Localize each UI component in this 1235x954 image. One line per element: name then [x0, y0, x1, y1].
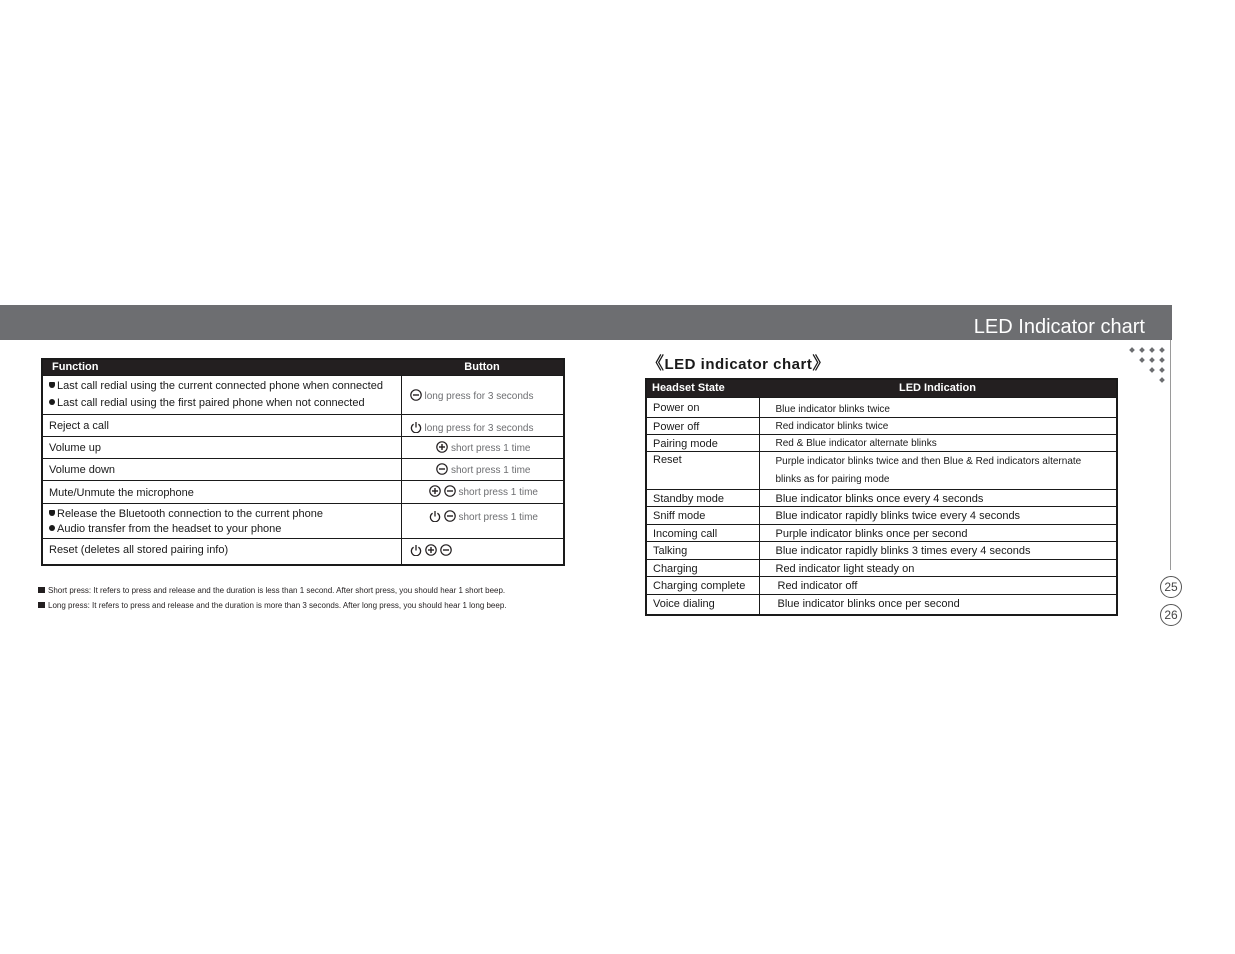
button-action: short press 1 time — [458, 512, 538, 523]
button-column-header: Button — [401, 359, 564, 376]
function-line: Audio transfer from the headset to your phone — [49, 522, 395, 537]
table-row — [646, 542, 1117, 560]
minus-icon — [436, 463, 448, 475]
minus-icon — [440, 544, 452, 556]
button-action: short press 1 time — [451, 465, 531, 476]
indication-cell: Blue indicator rapidly blinks 3 times every 4 seconds — [759, 542, 1117, 560]
state-cell: Charging complete — [646, 577, 759, 595]
short-press-note: Short press: It refers to press and release and the duration is less than 1 second. After short press, you should hear 1 short beep. — [38, 583, 507, 598]
bullet-icon — [49, 510, 55, 516]
function-cell — [42, 376, 401, 415]
indication-cell: Blue indicator blinks once every 4 seconds — [759, 490, 1117, 507]
header-banner — [0, 305, 1172, 340]
power-icon — [410, 544, 422, 556]
led-indicator-table — [645, 378, 1118, 616]
indication-cell: Purple indicator blinks once per second — [759, 525, 1117, 542]
table-row — [646, 490, 1117, 507]
state-cell: Sniff mode — [646, 507, 759, 525]
state-cell: Standby mode — [646, 490, 759, 507]
decorative-dots — [1126, 345, 1170, 387]
function-column-header: Function — [42, 359, 401, 376]
state-cell: Incoming call — [646, 525, 759, 542]
table-row — [42, 459, 564, 481]
note-bullet-icon — [38, 602, 45, 608]
long-press-note: Long press: It refers to press and release and the duration is more than 3 seconds. After long press, you should hear 1 long beep. — [38, 598, 507, 613]
minus-icon — [410, 389, 422, 401]
button-cell — [401, 481, 564, 504]
function-line: Last call redial using the first paired phone when not connected — [49, 396, 395, 411]
page-number-26: 26 — [1160, 604, 1182, 626]
right-bracket: 》 — [812, 354, 830, 373]
plus-icon — [429, 485, 441, 497]
button-action: short press 1 time — [451, 443, 531, 454]
page-number-25: 25 — [1160, 576, 1182, 598]
function-cell: Mute/Unmute the microphone — [42, 481, 401, 504]
table-row — [646, 560, 1117, 577]
function-cell: Reset (deletes all stored pairing info) — [42, 539, 401, 565]
state-cell: Power off — [646, 418, 759, 435]
headset-state-column-header: Headset State — [646, 379, 759, 398]
power-icon — [429, 510, 441, 522]
table-row — [42, 415, 564, 437]
indication-cell: Red indicator blinks twice — [759, 418, 1117, 435]
table-row — [646, 507, 1117, 525]
bullet-icon — [49, 399, 55, 405]
function-cell: Reject a call — [42, 415, 401, 437]
state-cell: Reset — [646, 452, 759, 490]
note-bullet-icon — [38, 587, 45, 593]
plus-icon — [425, 544, 437, 556]
function-button-table — [41, 358, 565, 566]
indication-line: blinks as for pairing mode — [775, 474, 890, 485]
left-bracket: 《 — [647, 354, 665, 373]
indication-cell: Red indicator light steady on — [759, 560, 1117, 577]
table-row — [42, 437, 564, 459]
button-cell — [401, 539, 564, 565]
page-title: LED Indicator chart — [973, 316, 1145, 338]
minus-icon — [444, 510, 456, 522]
table-row — [646, 577, 1117, 595]
table-row — [646, 398, 1117, 418]
button-cell — [401, 504, 564, 539]
table-row — [42, 539, 564, 565]
state-cell: Pairing mode — [646, 435, 759, 452]
button-cell — [401, 415, 564, 437]
button-action: short press 1 time — [458, 487, 538, 498]
margin-rule — [1170, 340, 1171, 570]
table-row — [646, 525, 1117, 542]
table-header-row — [646, 379, 1117, 398]
table-row — [42, 504, 564, 539]
press-notes — [38, 583, 507, 613]
indication-cell: Red indicator off — [759, 577, 1117, 595]
button-cell — [401, 459, 564, 481]
function-cell: Volume up — [42, 437, 401, 459]
table-row — [646, 452, 1117, 490]
button-action: long press for 3 seconds — [424, 423, 534, 434]
button-cell — [401, 376, 564, 415]
button-action: long press for 3 seconds — [424, 391, 534, 402]
bullet-icon — [49, 525, 55, 531]
button-cell — [401, 437, 564, 459]
indication-line: Purple indicator blinks twice and then Blue & Red indicators alternate — [775, 456, 1082, 467]
indication-cell: Blue indicator blinks twice — [759, 398, 1117, 418]
state-cell: Charging — [646, 560, 759, 577]
led-section-heading — [647, 354, 830, 375]
minus-icon — [444, 485, 456, 497]
function-cell: Volume down — [42, 459, 401, 481]
table-row — [646, 418, 1117, 435]
function-line: Release the Bluetooth connection to the current phone — [49, 507, 395, 522]
table-row — [42, 481, 564, 504]
function-line: Last call redial using the current connected phone when connected — [49, 379, 395, 394]
table-header-row — [42, 359, 564, 376]
indication-cell: Blue indicator rapidly blinks twice every 4 seconds — [759, 507, 1117, 525]
indication-cell: Red & Blue indicator alternate blinks — [759, 435, 1117, 452]
table-row — [42, 376, 564, 415]
indication-cell: Blue indicator blinks once per second — [759, 595, 1117, 615]
plus-icon — [436, 441, 448, 453]
led-indication-column-header: LED Indication — [759, 379, 1117, 398]
power-icon — [410, 421, 422, 433]
state-cell: Talking — [646, 542, 759, 560]
function-cell — [42, 504, 401, 539]
table-row — [646, 595, 1117, 615]
state-cell: Power on — [646, 398, 759, 418]
led-heading-text: LED indicator chart — [664, 356, 813, 373]
indication-cell — [759, 452, 1117, 490]
bullet-icon — [49, 382, 55, 388]
state-cell: Voice dialing — [646, 595, 759, 615]
table-row — [646, 435, 1117, 452]
